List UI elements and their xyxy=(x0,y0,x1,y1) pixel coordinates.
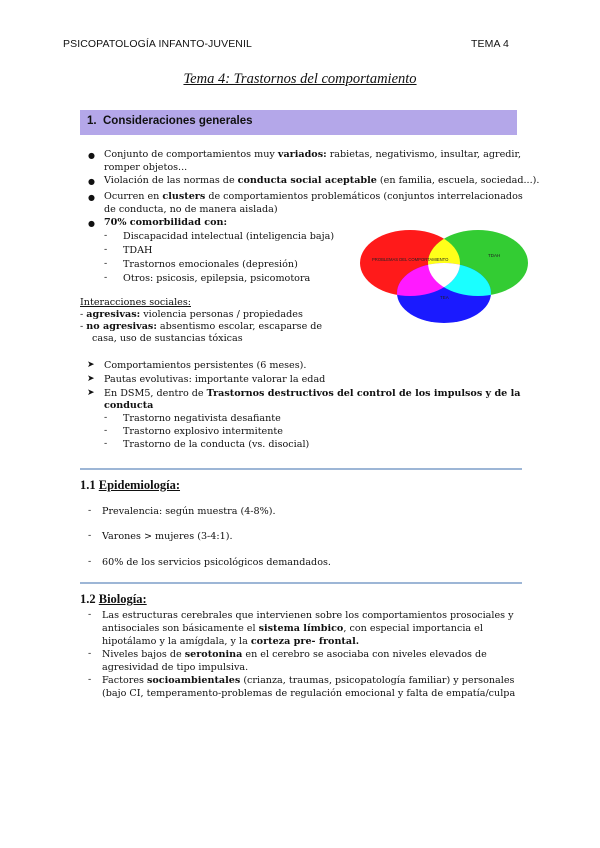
comorbidity-item: Otros: psicosis, epilepsia, psicomotora xyxy=(123,273,311,284)
epidemiology-heading: 1.1 Epidemiología: xyxy=(80,478,181,492)
epidemiology-item: 60% de los servicios psicológicos demandados. xyxy=(102,557,331,568)
list-item: 70% comorbilidad con: xyxy=(104,217,228,228)
section-header-bar xyxy=(80,110,517,135)
dash-marker: - xyxy=(88,530,92,541)
social-non-aggressive: - no agresivas: absentismo escolar, escaparse de xyxy=(80,321,323,332)
epidemiology-item: Varones > mujeres (3-4:1). xyxy=(102,531,233,542)
dash-marker: - xyxy=(104,258,108,269)
biology-heading: 1.2 Biología: xyxy=(80,592,147,606)
section-divider xyxy=(80,582,522,584)
venn-label-red: PROBLEMAS DEL COMPORTAMIENTO xyxy=(372,257,449,262)
social-interactions-heading: Interacciones sociales: xyxy=(80,297,191,308)
list-item: Violación de las normas de conducta social aceptable (en familia, escuela, sociedad...). xyxy=(104,175,540,186)
comorbidity-item: Trastornos emocionales (depresión) xyxy=(123,259,298,270)
biology-item-continuation: agresividad de tipo impulsiva. xyxy=(102,662,249,673)
dash-marker: - xyxy=(104,244,108,255)
epidemiology-item: Prevalencia: según muestra (4-8%). xyxy=(102,506,276,517)
dash-marker: - xyxy=(104,272,108,283)
biology-item: Niveles bajos de serotonina en el cerebro se asociaba con niveles elevados de xyxy=(102,649,487,660)
dash-marker: - xyxy=(104,425,108,436)
comorbidity-item: TDAH xyxy=(123,245,153,256)
dsm-item: Trastorno negativista desafiante xyxy=(123,413,281,424)
biology-item-continuation: (bajo CI, temperamento-problemas de regulación emocional y falta de empatía/culpa xyxy=(102,688,516,699)
dash-marker: - xyxy=(104,438,108,449)
dash-marker: - xyxy=(104,230,108,241)
bullet-icon: ● xyxy=(88,177,95,186)
section-divider xyxy=(80,468,522,470)
dash-marker: - xyxy=(88,648,92,659)
venn-label-green: TDAH xyxy=(488,253,501,258)
arrow-bullet-icon: ➤ xyxy=(87,360,95,370)
bullet-icon: ● xyxy=(88,219,95,228)
header-topic-number: TEMA 4 xyxy=(471,38,509,50)
arrow-bullet-icon: ➤ xyxy=(87,388,95,398)
arrow-item: Comportamientos persistentes (6 meses). xyxy=(104,360,307,371)
dash-marker: - xyxy=(88,609,92,620)
dsm-item: Trastorno de la conducta (vs. disocial) xyxy=(123,439,310,450)
biology-item: Factores socioambientales (crianza, traumas, psicopatología familiar) y personales xyxy=(102,675,515,686)
arrow-item-continuation: conducta xyxy=(104,400,154,411)
social-aggressive: - agresivas: violencia personas / propiedades xyxy=(80,309,303,320)
section-heading: 1. Consideraciones generales xyxy=(87,115,253,127)
bullet-icon: ● xyxy=(88,151,95,160)
list-item-continuation: romper objetos... xyxy=(104,162,188,173)
venn-diagram xyxy=(360,225,530,325)
arrow-item: En DSM5, dentro de Trastornos destructivos del control de los impulsos y de la xyxy=(104,388,521,399)
dash-marker: - xyxy=(88,556,92,567)
list-item: Conjunto de comportamientos muy variados: rabietas, negativismo, insultar, agredir, xyxy=(104,149,522,160)
header-course-title: PSICOPATOLOGÍA INFANTO-JUVENIL xyxy=(63,38,252,50)
document-title: Tema 4: Trastornos del comportamiento xyxy=(183,71,417,87)
biology-item: Las estructuras cerebrales que intervienen sobre los comportamientos prosociales y xyxy=(102,610,514,621)
biology-item-continuation: hipotálamo y la amígdala, y la corteza pre- frontal. xyxy=(102,636,360,647)
dash-marker: - xyxy=(88,505,92,516)
arrow-item: Pautas evolutivas: importante valorar la edad xyxy=(104,374,326,385)
social-non-aggressive-continuation: casa, uso de sustancias tóxicas xyxy=(92,333,243,344)
dash-marker: - xyxy=(104,412,108,423)
list-item-continuation: de conducta, no de manera aislada) xyxy=(104,204,278,215)
dsm-item: Trastorno explosivo intermitente xyxy=(123,426,283,437)
dash-marker: - xyxy=(88,674,92,685)
biology-item-continuation: antisociales son básicamente el sistema límbico, con especial importancia el xyxy=(102,623,483,634)
venn-label-blue: TEA xyxy=(440,295,449,300)
comorbidity-item: Discapacidad intelectual (inteligencia baja) xyxy=(123,231,335,242)
arrow-bullet-icon: ➤ xyxy=(87,374,95,384)
list-item: Ocurren en clusters de comportamientos problemáticos (conjuntos interrelacionados xyxy=(104,191,523,202)
bullet-icon: ● xyxy=(88,193,95,202)
